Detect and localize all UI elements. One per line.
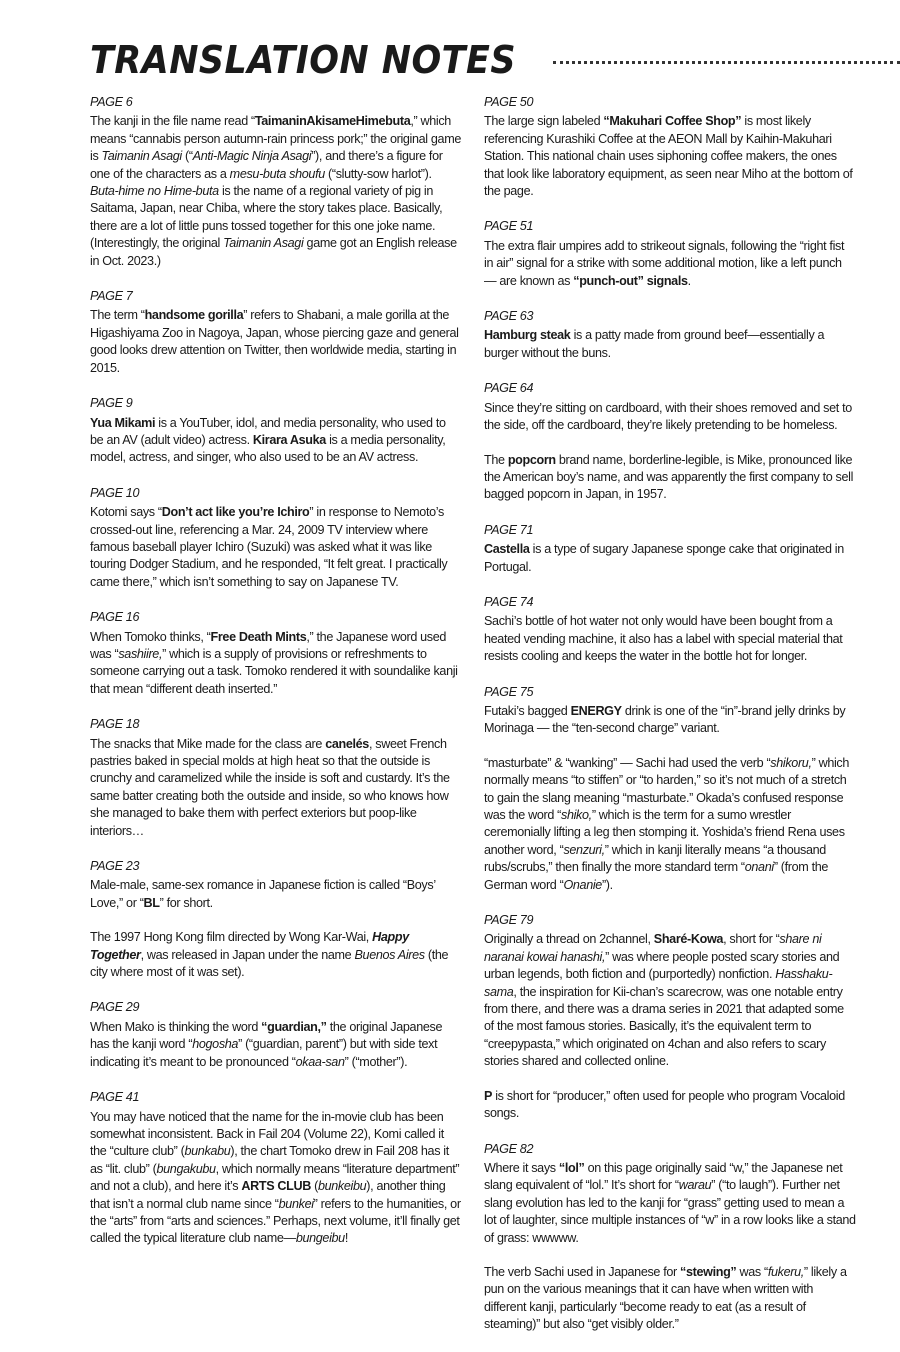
- note-paragraph: [484, 703, 856, 738]
- text-run: When Mako is thinking the word: [90, 1019, 262, 1034]
- italic-term: fukeru,: [767, 1264, 804, 1279]
- bold-term: popcorn: [507, 452, 556, 467]
- text-run: The term “: [90, 308, 145, 323]
- note-paragraph: [90, 113, 462, 270]
- note-section: [90, 94, 462, 270]
- text-run: game got an English release in Oct. 2023.): [90, 236, 457, 268]
- italic-term: bunkeibu: [317, 1179, 367, 1194]
- text-run: Where it says: [484, 1160, 559, 1175]
- note-section: [484, 1141, 856, 1334]
- text-run: ” which is the term for a sumo wrestler ceremonially lifting a leg then stomping it. Yoshida’s friend Rena uses another word, “: [484, 808, 845, 857]
- italic-term: Taimanin Asagi: [223, 236, 304, 251]
- bold-term: Hamburg steak: [484, 328, 571, 343]
- text-run: ” refers to Shabani, a male gorilla at the Higashiyama Zoo in Nagoya, Japan, whose piercing gaze and general good looks drew attention on Twitter, then worldwide media, starting in 2015.: [90, 308, 459, 375]
- note-paragraph: [90, 307, 462, 377]
- text-run: (the city where most of it was set).: [90, 947, 449, 980]
- text-run: ” for short.: [159, 895, 213, 910]
- text-run: ” (“guardian, parent”) but with side text indicating it’s meant to be pronounced “: [90, 1037, 438, 1069]
- note-paragraph: [90, 1109, 462, 1248]
- text-run: ), another thing that isn’t a normal club name since “: [90, 1179, 446, 1211]
- text-run: was “: [736, 1264, 768, 1279]
- page-heading: PAGE 82: [484, 1141, 534, 1156]
- italic-term: okaa-san: [295, 1054, 345, 1069]
- note-section: [484, 684, 856, 894]
- note-section: [484, 218, 856, 290]
- bold-term: Sharé-Kowa: [653, 932, 724, 947]
- note-paragraph: [90, 877, 462, 912]
- italic-term: Buenos Aires: [354, 947, 425, 962]
- note-section: [90, 858, 462, 981]
- text-run: Since they’re sitting on cardboard, with their shoes removed and set to the side, off the cardboard, they’re likely pretending to be homeless.: [484, 400, 852, 433]
- italic-term: onani: [744, 860, 774, 875]
- note-paragraph: [484, 613, 856, 665]
- bold-term: ARTS CLUB: [241, 1179, 311, 1194]
- text-run: (“slutty-sow harlot”).: [324, 166, 432, 181]
- bold-term: Kirara Asuka: [252, 432, 326, 447]
- note-section: [90, 1089, 462, 1248]
- text-run: is a YouTuber, idol, and media personality, who used to be an AV (adult video) actress.: [90, 415, 446, 447]
- italic-term: bungakubu: [156, 1161, 216, 1176]
- bold-term: canelés: [325, 736, 369, 751]
- text-run: The snacks that Mike made for the class are: [90, 736, 326, 751]
- bold-term: Don’t act like you’re Ichiro: [161, 505, 310, 520]
- text-run: is a type of sugary Japanese sponge cake that originated in Portugal.: [484, 542, 844, 574]
- note-paragraph: [484, 452, 856, 504]
- note-section: [484, 380, 856, 503]
- note-paragraph: [484, 327, 856, 362]
- italic-term: Hasshaku-sama: [484, 967, 833, 999]
- page-heading: PAGE 50: [484, 95, 534, 109]
- text-run: (: [310, 1179, 318, 1194]
- note-paragraph: [90, 1019, 462, 1071]
- bold-term: “lol”: [558, 1160, 585, 1175]
- text-run: ” which in kanji literally means “a thousand rubs/scrubs,” then finally the more standard term “: [484, 842, 826, 875]
- page-heading: PAGE 51: [484, 219, 534, 234]
- italic-term: shikoru,: [770, 755, 812, 770]
- note-paragraph: [484, 755, 856, 894]
- note-paragraph: [484, 931, 856, 1070]
- text-run: , which normally means “literature department” and not a club), and here it’s: [90, 1161, 460, 1194]
- note-paragraph: [484, 113, 856, 200]
- bold-term: BL: [143, 895, 160, 910]
- page-heading: PAGE 74: [484, 594, 534, 609]
- note-section: [484, 94, 856, 200]
- text-run: The large sign labeled: [484, 114, 604, 129]
- note-section: [484, 594, 856, 666]
- note-paragraph: [90, 929, 462, 981]
- note-section: [90, 999, 462, 1071]
- text-run: (“: [181, 149, 193, 164]
- bold-term: TaimaninAkisameHimebuta: [254, 114, 411, 129]
- note-paragraph: [484, 1160, 856, 1247]
- page-heading: PAGE 41: [90, 1090, 140, 1105]
- text-run: Futaki’s bagged: [484, 703, 571, 718]
- page-heading: PAGE 79: [484, 913, 534, 928]
- italic-term: Onanie: [563, 877, 602, 892]
- italic-term: senzuri,: [563, 842, 605, 857]
- text-run: is a patty made from ground beef—essentially a burger without the buns.: [484, 328, 825, 360]
- bold-term: P: [484, 1088, 493, 1103]
- bold-term: “punch-out” signals: [573, 273, 688, 288]
- text-run: is the name of a regional variety of pig in Saitama, Japan, near Chiba, where the story takes place. Basically, there are a lot of little puns tossed together for this one joke name. (Interestingly, the original: [90, 184, 443, 251]
- text-run: ” which is a supply of provisions or refreshments to someone carrying out a task. Tomoko rendered it with soundalike kanji that mean “different death inserted.”: [90, 646, 458, 696]
- text-run: “masturbate” & “wanking” — Sachi had used the verb “: [484, 755, 771, 770]
- note-paragraph: [90, 629, 462, 699]
- text-run: ), the chart Tomoko drew in Fail 208 has it as “lit. club” (: [90, 1144, 449, 1176]
- italic-term: mesu-buta shoufu: [229, 166, 325, 181]
- page-heading: PAGE 63: [484, 309, 534, 324]
- text-run: , the inspiration for Kii-chan’s scarecrow, was one notable entry from there, and there was a drama series in 2021 that adapted some of the most famous stories. Basically, it’s the equivalent term to “creepypasta,” which originated on 4chan and also refers to scary stories shared and collected online.: [484, 984, 844, 1069]
- text-run: .: [687, 273, 691, 288]
- page-heading: PAGE 9: [90, 396, 133, 411]
- bold-term: “Makuhari Coffee Shop”: [603, 114, 742, 129]
- note-paragraph: [90, 736, 462, 840]
- page-heading: PAGE 71: [484, 522, 534, 537]
- page-heading: PAGE 18: [90, 717, 140, 732]
- italic-term: bunkei: [278, 1196, 314, 1211]
- page-heading: PAGE 6: [90, 95, 133, 109]
- text-run: ” which normally means “to stiffen” or “to harden,” so it’s not much of a stretch to gain the slang meaning “masturbate.” Okada’s confused response was the word “: [484, 755, 850, 822]
- dotted-leader: [553, 61, 900, 64]
- page-heading: PAGE 75: [484, 684, 534, 699]
- text-run: ” was where people posted scary stories and urban legends, both fiction and (purportedly) nonfiction.: [484, 949, 840, 982]
- header: [90, 38, 900, 82]
- note-paragraph: [484, 238, 856, 290]
- page-title: TRANSLATION NOTES: [90, 38, 516, 82]
- note-section: [484, 522, 856, 576]
- note-paragraph: [484, 1088, 856, 1123]
- text-run: Male-male, same-sex romance in Japanese fiction is called “Boys’ Love,” or “: [90, 878, 436, 910]
- note-paragraph: [90, 415, 462, 467]
- page-heading: PAGE 7: [90, 289, 133, 304]
- note-section: [90, 395, 462, 467]
- text-run: Originally a thread on 2channel,: [484, 932, 654, 947]
- italic-term: bungeibu: [295, 1231, 345, 1246]
- note-section: [90, 288, 462, 377]
- text-run: ,” the Japanese word used was “: [90, 629, 447, 661]
- left-column: [90, 94, 462, 1266]
- page-heading: PAGE 10: [90, 485, 140, 500]
- bold-term: “guardian,”: [261, 1019, 327, 1034]
- italic-term: share ni naranai kowai hanashi,: [484, 932, 822, 964]
- text-run: ,” which means “cannabis person autumn-rain princess pork;” the original game is: [90, 114, 462, 164]
- bold-term: Free Death Mints: [210, 629, 307, 644]
- text-run: ” (“to laugh”). Further net slang evolution has led to the kanji for “grass” getting used to mean a lot of laughter, since multiple instances of “w” in a row looks like a stand of grass: wwwww.: [484, 1178, 856, 1245]
- text-run: ”).: [601, 877, 613, 892]
- text-run: ” (“mother”).: [344, 1054, 408, 1069]
- italic-term: Anti-Magic Ninja Asagi: [192, 149, 312, 164]
- text-run: ” likely a pun on the various meanings that it can have when written with different kanji, particularly “become ready to eat (as a result of steaming)” but also “get visibly older.”: [484, 1264, 847, 1332]
- text-run: The 1997 Hong Kong film directed by Wong Kar-Wai,: [90, 930, 373, 945]
- note-paragraph: [484, 1264, 856, 1334]
- text-run: is most likely referencing Kurashiki Coffee at the AEON Mall by Kaihin-Makuhari Station. This national chain uses siphoning coffee makers, the ones that look like laboratory equipment, as seen near Miho at the bottom of the page.: [484, 114, 853, 199]
- text-run: The extra flair umpires add to strikeout signals, following the “right fist in air” signal for a strike with some additional motion, like a left punch — are known as: [484, 238, 845, 288]
- italic-term: shiko,: [561, 808, 592, 822]
- text-run: is short for “producer,” often used for people who program Vocaloid songs.: [484, 1088, 845, 1121]
- text-run: The: [484, 452, 508, 467]
- italic-term: Taimanin Asagi: [101, 149, 182, 164]
- text-run: When Tomoko thinks, “: [90, 629, 211, 644]
- text-run: , short for “: [723, 932, 780, 947]
- text-run: ” in response to Nemoto’s crossed-out line, referencing a Mar. 24, 2009 TV interview where famous baseball player Ichiro (Suzuki) was asked what it was like touring Dodger Stadium, and he responded, “It felt great. I practically came there,” which isn’t something to say on Japanese TV.: [90, 505, 448, 589]
- note-section: [90, 485, 462, 591]
- text-run: The verb Sachi used in Japanese for: [484, 1264, 681, 1279]
- note-paragraph: [484, 400, 856, 435]
- italic-term: warau: [678, 1178, 712, 1193]
- text-run: ” refers to the humanities, or the “arts” from “arts and sciences.” Perhaps, next volume, it’ll finally get called the typical literature club name—: [90, 1196, 461, 1246]
- bold-term: ENERGY: [570, 703, 622, 718]
- note-paragraph: [484, 541, 856, 576]
- italic-term: hogosha: [192, 1037, 239, 1052]
- text-run: the original Japanese has the kanji word “: [90, 1019, 443, 1052]
- note-section: [90, 609, 462, 698]
- page-heading: PAGE 16: [90, 610, 140, 625]
- text-run: ” (from the German word “: [484, 860, 829, 892]
- text-run: The kanji in the file name read “: [90, 114, 255, 129]
- note-section: [484, 912, 856, 1122]
- text-run: drink is one of the “in”-brand jelly drinks by Morinaga — the “ten-second charge” variant.: [484, 703, 846, 736]
- text-run: brand name, borderline-legible, is Mike, pronounced like the American boy’s name, and was apparently the first company to sell bagged popcorn in Japan, in 1957.: [484, 452, 854, 502]
- bold-term: handsome gorilla: [144, 308, 244, 323]
- text-run: , was released in Japan under the name: [140, 947, 355, 962]
- bold-term: Yua Mikami: [90, 415, 156, 430]
- text-run: , sweet French pastries baked in special molds at high heat so that the outside is crunchy and caramelized while the inside is soft and custardy. It’s the same batter creating both the outside and inside, so who knows how she managed to bake them with perfect exteriors but poop-like interiors…: [90, 736, 450, 838]
- text-run: Sachi’s bottle of hot water not only would have been bought from a heated vending machine, it also has a label with special material that resists cooling and keeps the water in the bottle hot for longer.: [484, 614, 843, 664]
- text-run: ”), and there’s a figure for one of the characters as a: [90, 149, 443, 181]
- note-section: [484, 308, 856, 362]
- page-heading: PAGE 23: [90, 859, 140, 874]
- note-paragraph: [90, 504, 462, 591]
- text-run: on this page originally said “w,” the Japanese net slang equivalent of “lol.” It’s short for “: [484, 1160, 843, 1193]
- bold-term: “stewing”: [680, 1264, 737, 1279]
- page-heading: PAGE 29: [90, 1000, 140, 1015]
- text-run: is a media personality, model, actress, and singer, who also used to be an AV actress.: [90, 432, 446, 465]
- page-heading: PAGE 64: [484, 381, 534, 396]
- bold-term: Castella: [484, 542, 530, 557]
- text-run: Kotomi says “: [90, 505, 162, 520]
- right-column: [484, 94, 856, 1352]
- bold-italic-term: Happy Together: [90, 930, 409, 962]
- italic-term: sashiire,: [118, 646, 163, 661]
- italic-term: Buta-hime no Hime-buta: [90, 184, 219, 199]
- text-run: You may have noticed that the name for the in-movie club has been somewhat inconsistent. Back in Fail 204 (Volume 22), Komi called it the “culture club” (: [90, 1109, 444, 1159]
- text-run: !: [344, 1231, 348, 1246]
- note-section: [90, 716, 462, 840]
- italic-term: bunkabu: [184, 1144, 231, 1159]
